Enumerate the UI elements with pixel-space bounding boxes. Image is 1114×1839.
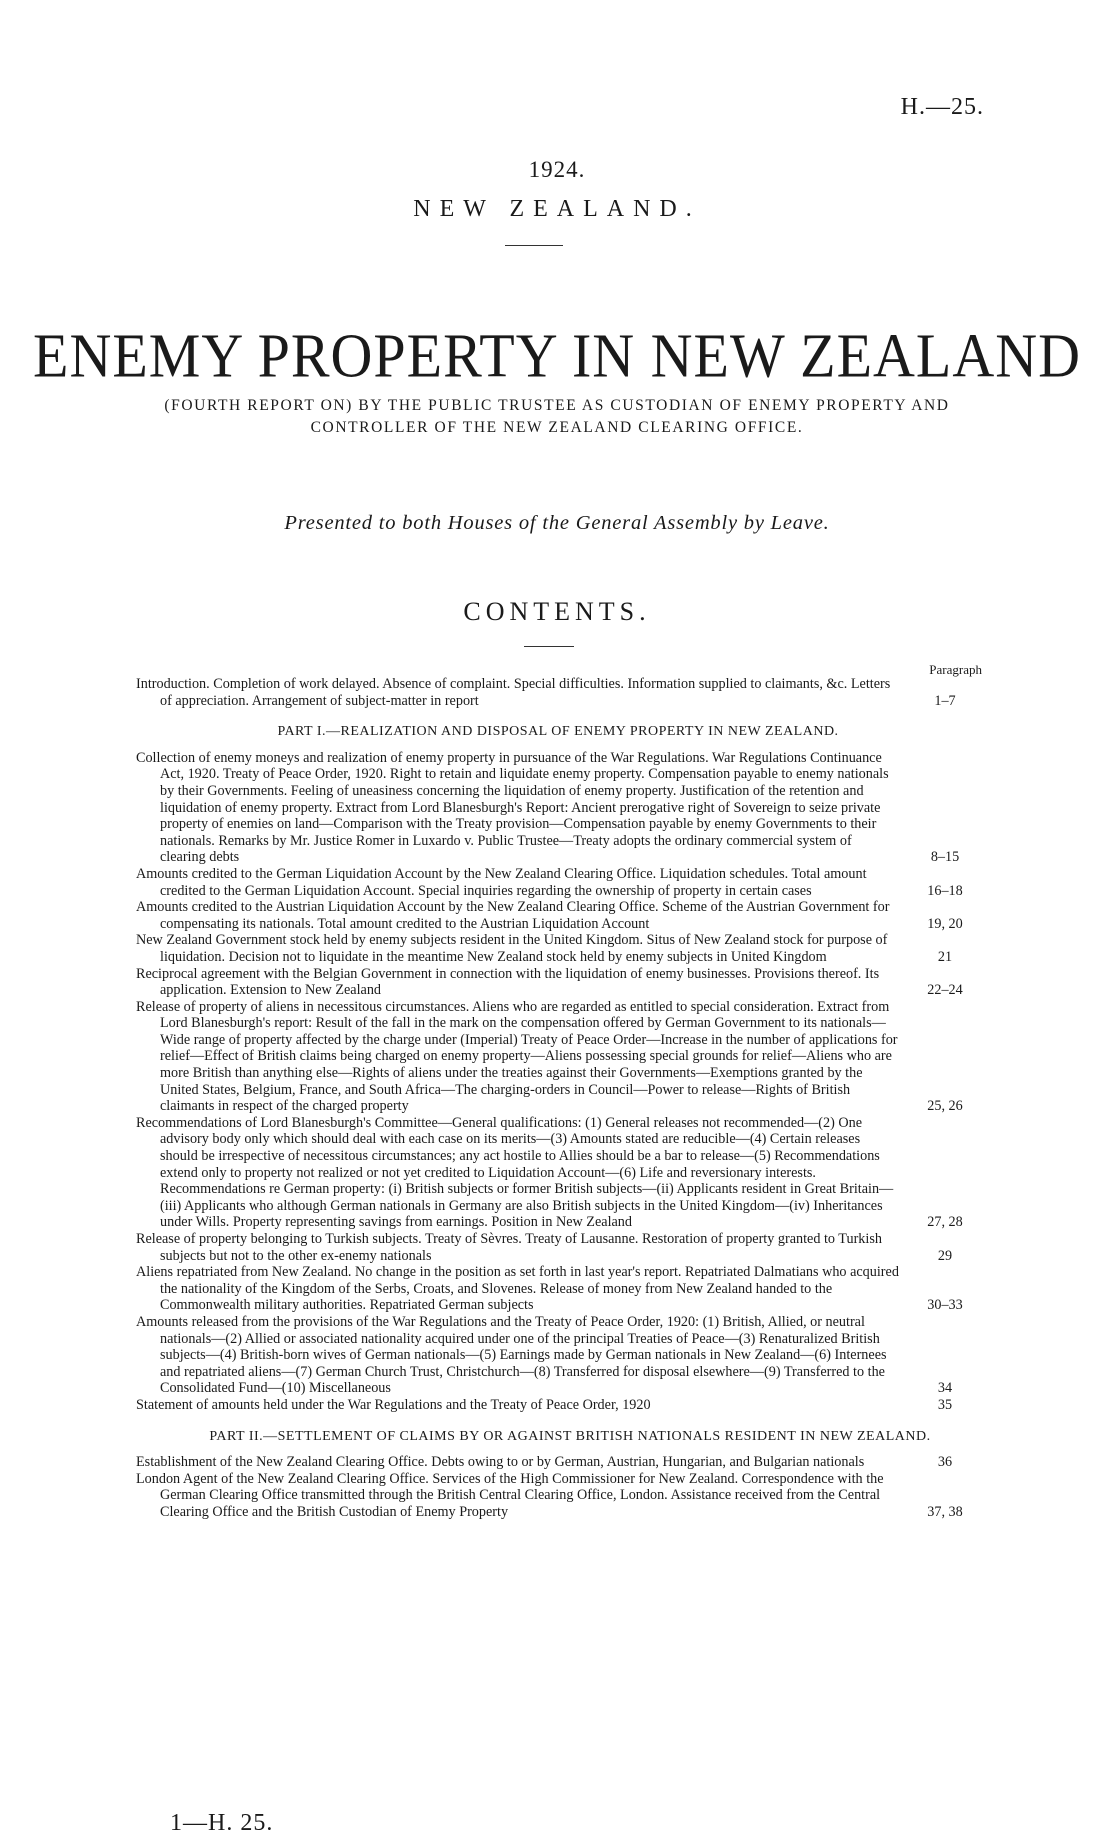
toc-entry-text: Introduction. Completion of work delayed. Absence of complaint. Special difficulties. Information supplied to claimants, &c. Letters of appreciation. Arrangement of subject-matter in report [136,676,891,709]
toc-entry [136,1231,980,1264]
toc-entry [136,1471,980,1521]
toc-entry [136,999,980,1115]
toc-entry-paragraph: 21 [937,948,953,965]
toc-entry-paragraph: 16–18 [927,882,963,899]
toc-entry-paragraph: 30–33 [927,1297,963,1314]
toc-entry-text: Establishment of the New Zealand Clearing Office. Debts owing to or by German, Austrian, Hungarian, and Bulgarian nationals [136,1454,865,1471]
presented-note: Presented to both Houses of the General Assembly by Leave. [284,512,830,534]
page-footer-reference: 1—H. 25. [170,1810,274,1836]
toc-entry-text: Amounts credited to the Austrian Liquidation Account by the New Zealand Clearing Office. Scheme of the Austrian Government for compensating its nationals. Total amount credited to the Austrian Liquidation Account [136,899,890,932]
toc-entry-text: New Zealand Government stock held by enemy subjects resident in the United Kingdom. Situs of New Zealand stock for purpose of liquidation. Decision not to liquidate in the meantime New Zealand stock held by enemy subjects in United Kingdom [136,932,888,965]
toc-entry-paragraph: 25, 26 [927,1098,963,1115]
table-of-contents [136,676,980,1521]
toc-entry-paragraph: 8–15 [930,849,960,866]
part-one-heading: PART I.—REALIZATION AND DISPOSAL OF ENEMY PROPERTY IN NEW ZEALAND. [277,724,839,740]
toc-entry [136,1397,980,1414]
toc-entry-text: Amounts credited to the German Liquidation Account by the New Zealand Clearing Office. Liquidation schedules. Total amount credited to the German Liquidation Account. Special inquiries regarding the ownership of property in certain cases [136,865,867,899]
toc-entry-paragraph: 19, 20 [927,915,963,932]
toc-entry-text: Statement of amounts held under the War Regulations and the Treaty of Peace Order, 1920 [136,1396,651,1413]
toc-entry [136,866,980,899]
toc-entry-text: Aliens repatriated from New Zealand. No change in the position as set forth in last year's report. Repatriated Dalmatians who acquired the nationality of the Kingdom of the Serbs, Croats, and Slovenes. Release of money from New Zealand handed to the Commonwealth military authorities. Repatriated German subjects [136,1264,899,1314]
toc-entry-text: Amounts released from the provisions of the War Regulations and the Treaty of Peace Order, 1920: (1) British, Allied, or neutral nationals—(2) Allied or associated nationality acquired under one of the principal Treaties of Peace—(3) Renaturalized British subjects—(4) British-born wives of German nationals—(5) Earnings made by German nationals in New Zealand—(6) Internees and repatriated aliens—(7) German Church Trust, Christchurch—(8) Transferred for disposal elsewhere—(9) Transferred to the Consolidated Fund—(10) Miscellaneous [136,1313,887,1397]
divider [524,646,574,647]
document-title: ENEMY PROPERTY IN NEW ZEALAND [33,320,1081,391]
toc-entry-text: Recommendations of Lord Blanesburgh's Committee—General qualifications: (1) General releases not recommended—(2) One advisory body only which should deal with each case on its merits—(3) Amounts stated are reducible—(4) Certain releases should be irrespective of necessitous circumstances; any act hostile to Allies should be a bar to release—(5) Recommendations extend only to property not realized or not yet credited to Liquidation Account—(6) Life and reversionary interests. Recommendations re German property: (i) British subjects or former British subjects—(ii) Applicants resident in Great Britain—(iii) Applicants who although German nationals in Germany are also British subjects in the United Kingdom—(iv) Inheritances under Wills. Property representing savings from earnings. Position in New Zealand [136,1114,894,1231]
toc-entry-paragraph: 29 [937,1247,953,1264]
paragraph-column-label: Paragraph [929,662,982,677]
toc-entry-introduction [136,676,980,709]
toc-entry [136,1115,980,1231]
toc-entry-text: Release of property belonging to Turkish subjects. Treaty of Sèvres. Treaty of Lausanne. Restoration of property granted to Turkish subjects but not to the other ex-enemy nationals [136,1231,882,1264]
toc-entry [136,1314,980,1397]
year: 1924. [528,157,586,182]
toc-entry-paragraph: 27, 28 [927,1214,963,1231]
contents-heading: CONTENTS. [463,597,651,626]
toc-entry-paragraph: 1–7 [934,692,956,709]
toc-entry-paragraph: 22–24 [927,982,963,999]
toc-entry-text: Reciprocal agreement with the Belgian Government in connection with the liquidation of enemy businesses. Provisions thereof. Its application. Extension to New Zealand [136,965,880,999]
toc-entry-paragraph: 37, 38 [927,1503,963,1520]
divider [505,245,563,246]
toc-entry-paragraph: 35 [937,1396,953,1413]
part-two-heading: PART II.—SETTLEMENT OF CLAIMS BY OR AGAINST BRITISH NATIONALS RESIDENT IN NEW ZEALAND. [209,1428,931,1444]
toc-entry-paragraph: 34 [937,1380,953,1397]
document-subtitle: (FOURTH REPORT ON) BY THE PUBLIC TRUSTEE AS CUSTODIAN OF ENEMY PROPERTY AND CONTROLLER OF THE NEW ZEALAND CLEARING OFFICE. [164,397,950,436]
toc-entry-text: London Agent of the New Zealand Clearing Office. Services of the High Commissioner for New Zealand. Correspondence with the German Clearing Office transmitted through the British Central Clearing Office, London. Assistance received from the Central Clearing Office and the British Custodian of Enemy Property [136,1470,884,1520]
paper-reference: H.—25. [900,94,984,120]
toc-entry [136,1454,980,1471]
toc-entry-text: Collection of enemy moneys and realization of enemy property in pursuance of the War Regulations. War Regulations Continuance Act, 1920. Treaty of Peace Order, 1920. Right to retain and liquidate enemy property. Compensation payable to enemy nationals by their Governments. Feeling of uneasiness concerning the liquidation of enemy property. Justification of the retention and liquidation of enemy property. Extract from Lord Blanesburgh's Report: Ancient prerogative right of Sovereign to seize private property of enemies on land—Comparison with the Treaty provision—Compensation payable by enemy Governments to their nationals. Remarks by Mr. Justice Romer in Luxardo v. Public Trustee—Treaty adopts the ordinary commercial system of clearing debts [136,749,889,866]
toc-entry [136,966,980,999]
toc-entry [136,932,980,965]
toc-entry-paragraph: 36 [937,1454,953,1471]
country: NEW ZEALAND. [413,196,701,222]
toc-entry [136,1264,980,1314]
toc-entry [136,899,980,932]
toc-entry [136,750,980,866]
toc-entry-text: Release of property of aliens in necessitous circumstances. Aliens who are regarded as entitled to special consideration. Extract from Lord Blanesburgh's report: Result of the fall in the mark on the compensation offered by German Government to its nationals—Wide range of property affected by the charge under (Imperial) Treaty of Peace Order—Increase in the number of applications for relief—Effect of British claims being charged on enemy property—Aliens possessing special grounds for relief—Aliens who are more British than anything else—Rights of aliens under the treaties against their Governments—Exemptions granted by the United States, Belgium, France, and South Africa—The charging-orders in Council—Power to release—Rights of British claimants in respect of the charged property [136,998,898,1115]
